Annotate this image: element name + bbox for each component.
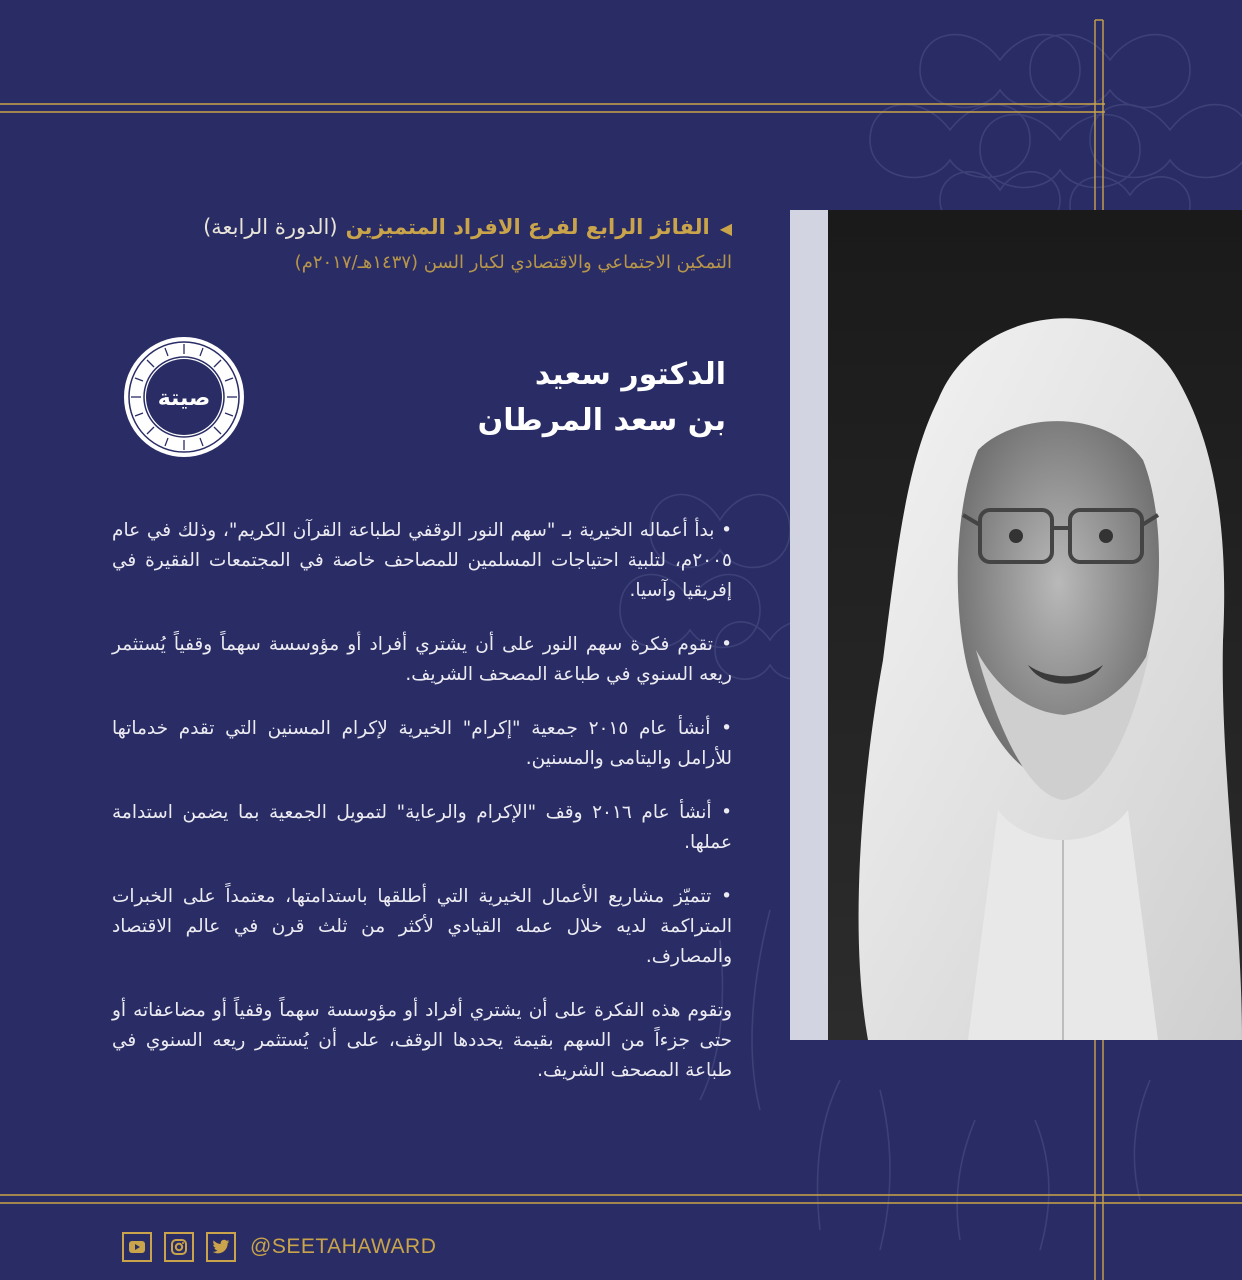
triangle-bullet-icon: ◀ xyxy=(719,219,732,238)
award-title-line xyxy=(92,210,732,246)
winner-name xyxy=(326,352,726,444)
instagram-icon xyxy=(170,1238,188,1256)
photo-side-strip xyxy=(790,210,828,1040)
header xyxy=(92,210,732,278)
youtube-link[interactable] xyxy=(122,1232,152,1262)
twitter-icon xyxy=(212,1239,230,1255)
award-category: التمكين الاجتماعي والاقتصادي لكبار السن (١٤٣٧هـ/٢٠١٧م) xyxy=(294,252,732,273)
winner-portrait-photo xyxy=(828,210,1242,1040)
biography xyxy=(112,516,732,1110)
seal-center-text: صيتة xyxy=(157,386,211,411)
bio-paragraph-6: وتقوم هذه الفكرة على أن يشتري أفراد أو مؤوسسة سهماً وقفياً أو مضاعفاته أو حتى جزءاً من السهم بقيمة يحددها الوقف، على أن يُستثمر ريعه السنوي في طباعة المصحف الشريف. xyxy=(112,1000,732,1081)
twitter-link[interactable] xyxy=(206,1232,236,1262)
award-seal-logo xyxy=(122,335,246,459)
winner-name-line1: الدكتور سعيد xyxy=(534,357,726,392)
award-title: الفائز الرابع لفرع الافراد المتميزين xyxy=(345,215,710,239)
youtube-icon xyxy=(128,1240,146,1254)
winner-name-line2: بن سعد المرطان xyxy=(477,403,726,438)
bio-paragraph-2: • تقوم فكرة سهم النور على أن يشتري أفراد أو مؤوسسة سهماً وقفياً يُستثمر ريعه السنوي في طباعة المصحف الشريف. xyxy=(112,634,732,685)
bio-paragraph-3: • أنشأ عام ٢٠١٥ جمعية "إكرام" الخيرية لإكرام المسنين التي تقدم خدماتها للأرامل واليتامى والمسنين. xyxy=(112,718,732,769)
bio-paragraph-4: • أنشأ عام ٢٠١٦ وقف "الإكرام والرعاية" لتمويل الجمعية بما يضمن استدامة عملها. xyxy=(112,802,732,853)
edition-label: (الدورة الرابعة) xyxy=(203,215,338,239)
instagram-link[interactable] xyxy=(164,1232,194,1262)
bio-paragraph-1: • بدأ أعماله الخيرية بـ "سهم النور الوقفي لطباعة القرآن الكريم"، وذلك في عام ٢٠٠٥م، لتلبية احتياجات المسلمين للمصاحف خاصة في المجتمعات الفقيرة في إفريقيا وآسيا. xyxy=(112,520,732,601)
footer-social xyxy=(122,1230,436,1264)
bio-paragraph-5: • تتميّز مشاريع الأعمال الخيرية التي أطلقها باستدامتها، معتمداً على الخبرات المتراكمة لديه خلال عمله القيادي لأكثر من ثلث قرن في عالم الاقتصاد والمصارف. xyxy=(112,886,732,967)
social-handle[interactable]: @SEETAHAWARD xyxy=(250,1235,437,1258)
